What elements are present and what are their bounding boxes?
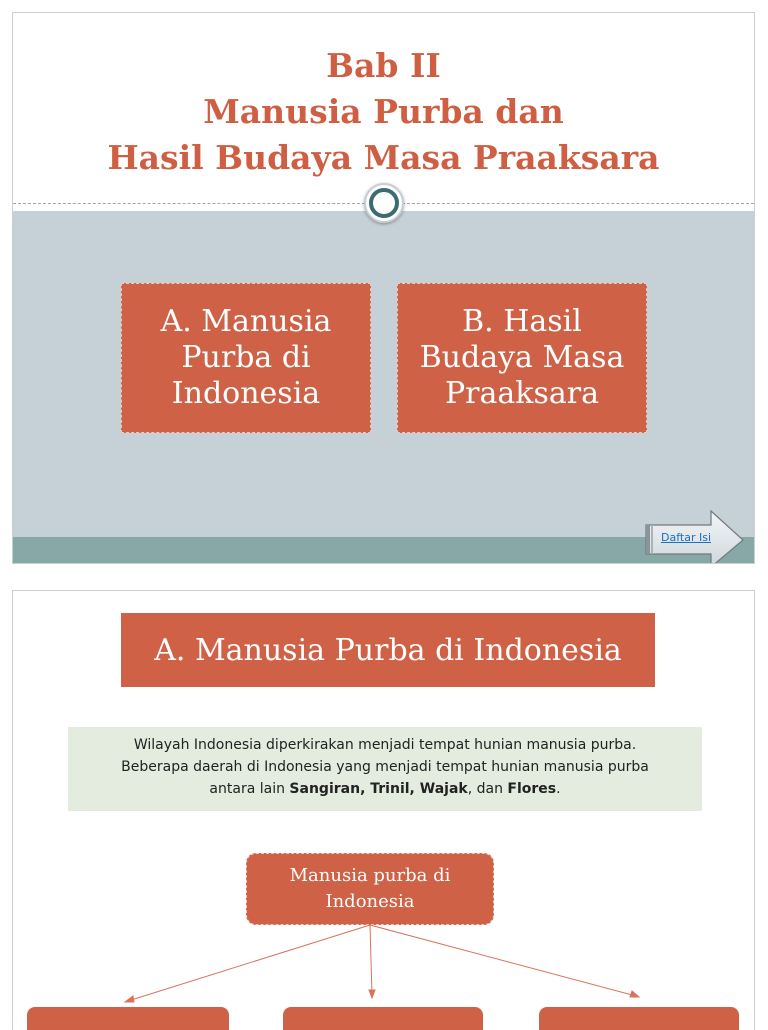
place-wajak: Wajak bbox=[419, 781, 468, 797]
place-sep-1: , bbox=[360, 781, 371, 797]
arrowhead-right bbox=[630, 991, 639, 997]
diagram-child-node-1 bbox=[27, 1007, 229, 1030]
place-trinil: Trinil bbox=[370, 781, 410, 797]
info-line-1: Wilayah Indonesia diperkirakan menjadi tempat hunian manusia purba. bbox=[133, 737, 637, 753]
connector-left bbox=[128, 925, 370, 1001]
title-line-2: Manusia Purba dan bbox=[203, 92, 564, 131]
section-heading: A. Manusia Purba di Indonesia bbox=[121, 613, 655, 687]
slide-manusia-purba bbox=[12, 590, 755, 1030]
diagram-root-node: Manusia purba di Indonesia bbox=[246, 853, 494, 925]
place-sangiran: Sangiran bbox=[289, 781, 361, 797]
slide-title bbox=[12, 12, 755, 564]
info-end: . bbox=[556, 781, 561, 797]
connector-middle bbox=[370, 925, 372, 995]
info-prefix: antara lain bbox=[209, 781, 290, 797]
title-line-1: Bab II bbox=[326, 46, 441, 85]
daftar-isi-button[interactable] bbox=[643, 509, 747, 564]
arrowhead-middle bbox=[369, 990, 375, 998]
daftar-isi-link[interactable]: Daftar Isi bbox=[661, 531, 711, 544]
info-line-2: Beberapa daerah di Indonesia yang menjadi tempat hunian manusia purba bbox=[121, 759, 649, 775]
place-sep-2: , bbox=[409, 781, 420, 797]
topic-button-b[interactable]: B. Hasil Budaya Masa Praaksara bbox=[397, 283, 647, 433]
place-flores: Flores bbox=[507, 781, 557, 797]
slide-title-text bbox=[13, 43, 754, 181]
diagram-child-node-2 bbox=[283, 1007, 483, 1030]
place-and: , dan bbox=[467, 781, 508, 797]
topic-button-a[interactable]: A. Manusia Purba di Indonesia bbox=[121, 283, 371, 433]
diagram-child-node-3 bbox=[539, 1007, 739, 1030]
diagram-connectors bbox=[13, 591, 755, 1030]
arrowhead-left bbox=[125, 996, 134, 1002]
title-line-3: Hasil Budaya Masa Praaksara bbox=[107, 138, 660, 177]
divider-circle-icon bbox=[364, 183, 404, 223]
connector-right bbox=[370, 925, 636, 996]
